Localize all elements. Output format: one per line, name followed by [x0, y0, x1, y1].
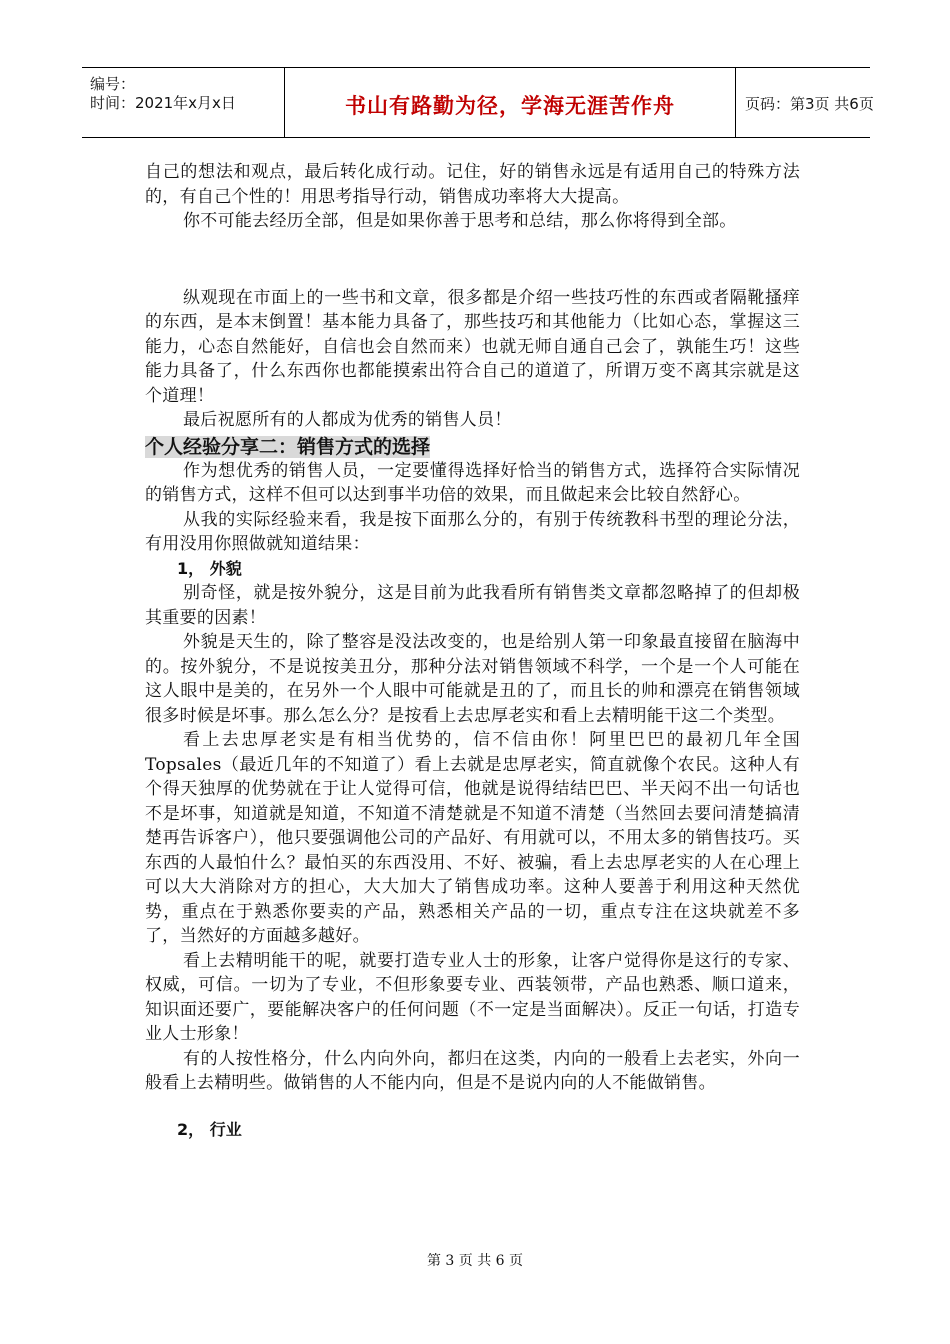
- page-footer: 第 3 页 共 6 页: [426, 1253, 524, 1269]
- header-motto-cell: [284, 68, 736, 137]
- paragraph: 作为想优秀的销售人员，一定要懂得选择好恰当的销售方式，选择符合实际情况的销售方式，这样不但可以达到事半功倍的效果，而且做起来会比较自然舒心。: [145, 460, 800, 505]
- subheading-appearance: 1， 外貌: [177, 558, 242, 578]
- paragraph: 自己的想法和观点，最后转化成行动。记住，好的销售永远是有适用自己的特殊方法的，有自己个性的！用思考指导行动，销售成功率将大大提高。: [145, 162, 800, 207]
- paragraph: 你不可能去经历全部，但是如果你善于思考和总结，那么你将得到全部。: [183, 211, 737, 231]
- section-heading: 个人经验分享二：销售方式的选择: [145, 435, 431, 458]
- page-label: 页码：第3页 共6页: [745, 95, 874, 113]
- serial-label: 编号：: [90, 75, 136, 93]
- paragraph: 纵观现在市面上的一些书和文章，很多都是介绍一些技巧性的东西或者隔靴搔痒的东西，是本末倒置！基本能力具备了，那些技巧和其他能力（比如心态，掌握这三能力，心态自然能好，自信也会自然而来）也就无师自通自己会了，孰能生巧！这些能力具备了，什么东西你也都能摸索出符合自己的道道了，所谓万变不离其宗就是这个道理！: [145, 287, 800, 406]
- paragraph: 最后祝愿所有的人都成为优秀的销售人员！: [183, 410, 512, 430]
- header-page-cell: [735, 68, 874, 137]
- document-body: [145, 160, 800, 1142]
- date-label: 时间：2021年x月x日: [90, 94, 236, 112]
- paragraph: 看上去精明能干的呢，就要打造专业人士的形象，让客户觉得你是这行的专家、权威，可信。一切为了专业，不但形象要专业、西装领带，产品也熟悉、顺口道来，知识面还要广，要能解决客户的任何问题（不一定是当面解决）。反正一句话，打造专业人士形象！: [145, 950, 800, 1044]
- paragraph: 看上去忠厚老实是有相当优势的，信不信由你！阿里巴巴的最初几年全国Topsales（最近几年的不知道了）看上去就是忠厚老实，简直就像个农民。这种人有个得天独厚的优势就在于让人觉得可信，他就是说得结结巴巴、半天闷不出一句话也不是坏事，知道就是知道，不知道不清楚就是不知道不清楚（当然回去要问清楚搞清楚再告诉客户），他只要强调他公司的产品好、有用就可以，不用太多的销售技巧。买东西的人最怕什么？最怕买的东西没用、不好、被骗，看上去忠厚老实的人在心理上可以大大消除对方的担心，大大加大了销售成功率。这种人要善于利用这种天然优势，重点在于熟悉你要卖的产品，熟悉相关产品的一切，重点专注在这块就差不多了，当然好的方面越多越好。: [145, 730, 800, 946]
- paragraph: 从我的实际经验来看，我是按下面那么分的，有别于传统教科书型的理论分法，有用没用你照做就知道结果：: [145, 509, 800, 554]
- header-left-cell: [82, 68, 284, 137]
- paragraph: 外貌是天生的，除了整容是没法改变的，也是给别人第一印象最直接留在脑海中的。按外貌分，不是说按美丑分，那种分法对销售领域不科学，一个是一个人可能在这人眼中是美的，在另外一个人眼中可能就是丑的了，而且长的帅和漂亮在销售领域很多时候是坏事。那么怎么分？是按看上去忠厚老实和看上去精明能干这二个类型。: [145, 632, 800, 726]
- subheading-industry: 2， 行业: [177, 1119, 242, 1139]
- paragraph: 有的人按性格分，什么内向外向，都归在这类，内向的一般看上去老实，外向一般看上去精明些。做销售的人不能内向，但是不是说内向的人不能做销售。: [145, 1048, 800, 1093]
- page-header: [82, 67, 874, 138]
- paragraph: 别奇怪，就是按外貌分，这是目前为此我看所有销售类文章都忽略掉了的但却极其重要的因素！: [145, 583, 800, 628]
- motto: 书山有路勤为径，学海无涯苦作舟: [345, 94, 675, 118]
